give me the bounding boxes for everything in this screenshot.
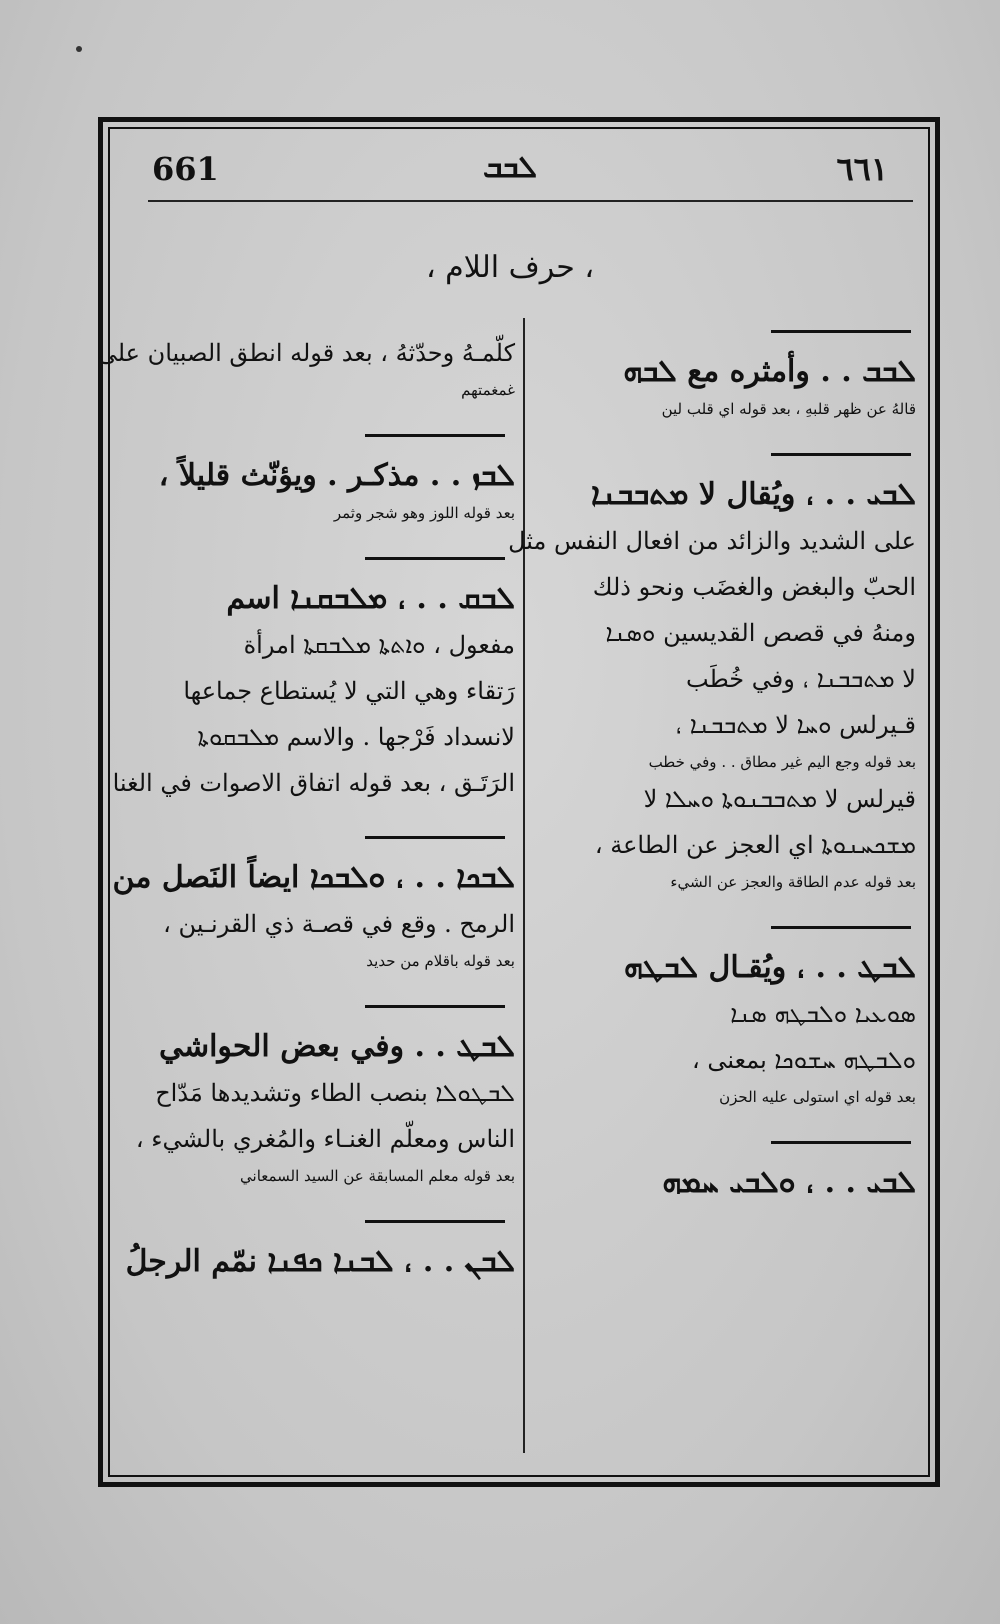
entry-line: ܠܒܒ . . وأمثره مع ܠܒܗ — [623, 354, 916, 389]
entry-line: ܠܒܢ . . ، ܠܒܢܐ ܟܦܢܐ نمّم الرجلُ — [125, 1244, 515, 1279]
entry — [530, 330, 916, 423]
entry-line: ܠܒܝ . . ، ويُقال لا ܡܬܒܒܢܐ — [591, 477, 916, 512]
entry-rule — [365, 557, 505, 560]
entry — [530, 1141, 916, 1206]
entry-note: بعد قوله اللوز وهو شجر وثمر — [333, 504, 515, 522]
page-number-arabic: ٦٦١ — [836, 150, 888, 188]
entry-rule — [365, 836, 505, 839]
entry — [530, 926, 916, 1111]
entry-rule — [365, 1220, 505, 1223]
entry-line: قيرلس لا ܡܬܒܒܢܘܬܐ ܘܚܠܐ لا — [643, 785, 916, 813]
entry-note: بعد قوله معلم المسابقة عن السيد السمعاني — [240, 1167, 515, 1185]
speck — [76, 46, 82, 52]
entry-line: على الشديد والزائد من افعال النفس مثل — [508, 527, 916, 555]
entry-rule — [771, 926, 911, 929]
entry-line: ܡܫܟܚܢܘܬܐ اي العجز عن الطاعة ، — [594, 831, 916, 859]
entry-note: قالهُ عن ظهر قلبهِ ، بعد قوله اي قلب لين — [661, 400, 916, 418]
entry-rule — [771, 453, 911, 456]
entry-line: مفعول ، ܘܐܬܬܐ ܡܠܒܩܬܐ امرأة — [243, 631, 515, 659]
entry-line: الناس ومعلّم الغنـاء والمُغري بالشيء ، — [135, 1125, 515, 1153]
entry-note: بعد قوله باقلام من حديد — [366, 952, 515, 970]
entry-line: الرمح . وقع في قصـة ذي القرنـين ، — [163, 910, 515, 938]
entry — [112, 557, 515, 806]
left-column — [97, 330, 515, 1315]
entry-rule — [365, 1005, 505, 1008]
entry-line: ܠܒܙ . . مذكـر . ويؤنّث قليلاً ، — [158, 458, 515, 493]
entry — [97, 330, 515, 404]
entry-line: ܠܒܝ . . ، ܘܠܒܝ ܚܡܗ — [662, 1165, 916, 1200]
section-title: ، حرف اللام ، — [425, 250, 595, 285]
entry-line: ومنهُ في قصص القديسين ܘܣܢܐ — [605, 619, 916, 647]
entry-line: رَتقاء وهي التي لا يُستطاع جماعها — [183, 677, 515, 705]
entry-line: كلّمـهُ وحدّثهُ ، بعد قوله انطق الصبيان على — [97, 339, 515, 367]
entry-line: قـيرلس ܘܚܐ لا ܡܬܒܒܢܐ ، — [675, 711, 916, 739]
entry-line: ܘܠܒܛܗ ܚܫܘܟܐ بمعنى ، — [692, 1046, 916, 1074]
entry-note: بعد قوله عدم الطاقة والعجز عن الشيء — [670, 873, 916, 891]
entry — [112, 836, 515, 975]
right-column — [508, 330, 916, 1236]
column-divider — [523, 318, 525, 1453]
entry-line: ܠܒܛܘܠܐ بنصب الطاء وتشديدها مَدّاح — [155, 1079, 515, 1107]
entry-line: لانسداد فَرْجها . والاسم ܡܠܒܩܘܬܐ — [197, 723, 515, 751]
entry — [125, 1005, 515, 1190]
page-number-latin: 661 — [152, 150, 219, 188]
running-head: ܠܒܒ — [483, 150, 537, 185]
entry — [125, 434, 515, 527]
entry — [125, 1220, 515, 1285]
entry-note: بعد قوله وجع اليم غير مطاق . . وفي خطب — [648, 753, 916, 771]
entry-line: ܠܒܩ . . ، ܡܠܒܩܢܐ اسم — [226, 581, 515, 616]
entry-rule — [771, 330, 911, 333]
entry-line: ܣܘܥܝܐ ܘܠܒܛܗ ܣܢܐ — [730, 1000, 916, 1028]
entry-line: الحبّ والبغض والغضَب ونحو ذلك — [592, 573, 916, 601]
entry-line: ܠܒܛ . . وفي بعض الحواشي — [158, 1029, 515, 1064]
entry-note: بعد قوله اي استولى عليه الحزن — [719, 1088, 916, 1106]
entry-line: ܠܒܛ . . ، ويُقـال ܠܒܛܗ — [624, 950, 916, 985]
entry-line: لا ܡܬܒܒܢܐ ، وفي خُطَب — [686, 665, 916, 693]
entry-line: ܠܒܟܐ . . ، ܘܠܒܟܐ ايضاً النَصل من — [112, 860, 515, 895]
entry-rule — [771, 1141, 911, 1144]
entry-note: غمغمتهم — [461, 381, 515, 399]
entry-line: الرَتَـق ، بعد قوله اتفاق الاصوات في الغنا — [112, 769, 515, 797]
header-rule — [148, 200, 913, 202]
entry-rule — [365, 434, 505, 437]
entry — [508, 453, 916, 896]
